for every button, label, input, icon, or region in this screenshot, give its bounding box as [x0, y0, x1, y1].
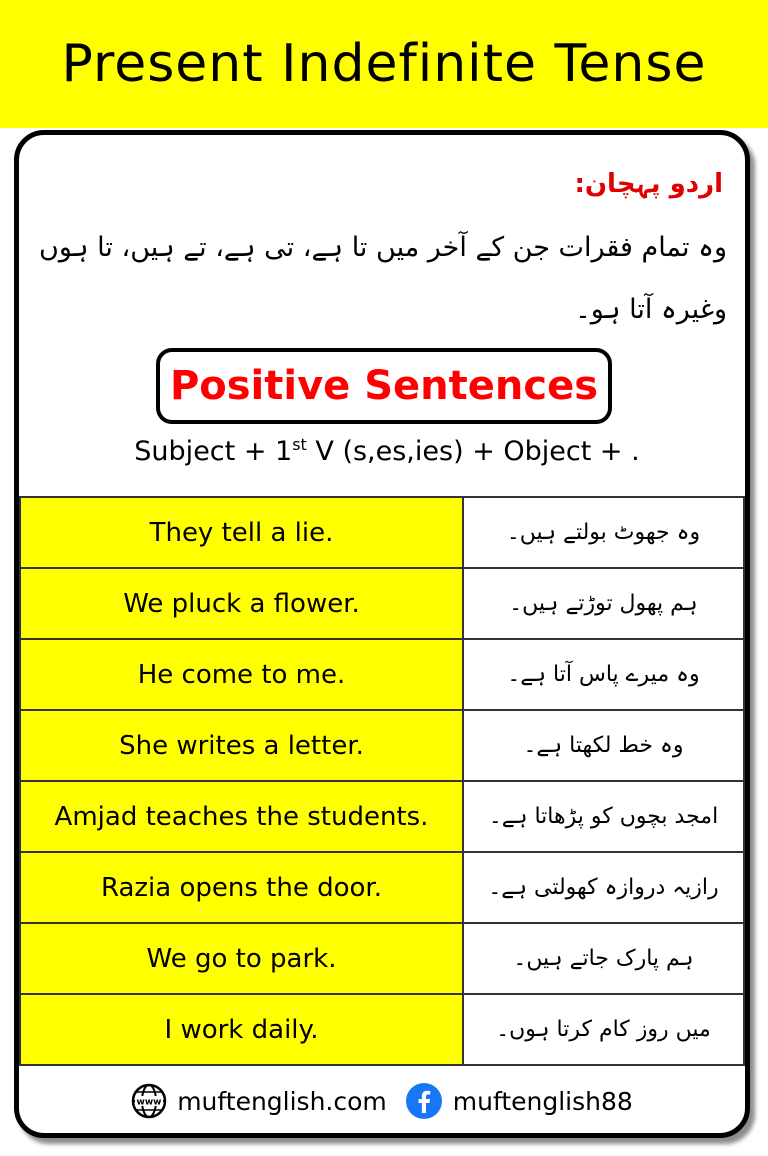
table-row	[20, 781, 744, 852]
table-row	[20, 497, 744, 568]
positive-sentences-title: Positive Sentences	[169, 363, 599, 409]
english-sentence: He come to me.	[20, 639, 463, 710]
urdu-sentence: رازیہ دروازہ کھولتی ہے۔	[463, 852, 744, 923]
english-sentence: I work daily.	[20, 994, 463, 1065]
positive-sentences-box	[156, 348, 612, 424]
facebook-icon	[405, 1082, 443, 1120]
urdu-sentence: امجد بچوں کو پڑھاتا ہے۔	[463, 781, 744, 852]
globe-www-icon	[131, 1083, 167, 1119]
table-row	[20, 923, 744, 994]
urdu-sentence: ہم پارک جاتے ہیں۔	[463, 923, 744, 994]
urdu-sentence: وہ میرے پاس آتا ہے۔	[463, 639, 744, 710]
english-sentence: They tell a lie.	[20, 497, 463, 568]
english-sentence: She writes a letter.	[20, 710, 463, 781]
formula-post: V (s,es,ies) + Object + .	[306, 436, 640, 467]
facebook-link[interactable]: muftenglish88	[452, 1086, 633, 1116]
formula-sup: st	[292, 435, 307, 454]
table-row	[20, 852, 744, 923]
english-sentence: We go to park.	[20, 923, 463, 994]
footer	[19, 1071, 745, 1131]
table-row	[20, 568, 744, 639]
content-card	[14, 130, 750, 1138]
urdu-sentence: میں روز کام کرتا ہوں۔	[463, 994, 744, 1065]
website-link[interactable]: muftenglish.com	[177, 1086, 387, 1116]
formula	[19, 435, 750, 467]
english-sentence: Razia opens the door.	[20, 852, 463, 923]
english-sentence: Amjad teaches the students.	[20, 781, 463, 852]
urdu-heading: اردو پہچان:	[574, 169, 723, 199]
table-row	[20, 710, 744, 781]
urdu-sentence: وہ جھوٹ بولتے ہیں۔	[463, 497, 744, 568]
sentences-table	[19, 496, 745, 1066]
english-sentence: We pluck a flower.	[20, 568, 463, 639]
table-row	[20, 639, 744, 710]
urdu-sentence: ہم پھول توڑتے ہیں۔	[463, 568, 744, 639]
formula-pre: Subject + 1	[134, 436, 293, 467]
title-bar	[0, 0, 768, 128]
svg-text:www: www	[136, 1097, 162, 1108]
urdu-sentence: وہ خط لکھتا ہے۔	[463, 710, 744, 781]
urdu-description: وہ تمام فقرات جن کے آخر میں تا ہے، تی ہے، تے ہیں، تا ہوں وغیرہ آتا ہو۔	[38, 232, 727, 325]
page-title: Present Indefinite Tense	[61, 34, 707, 94]
table-row	[20, 994, 744, 1065]
